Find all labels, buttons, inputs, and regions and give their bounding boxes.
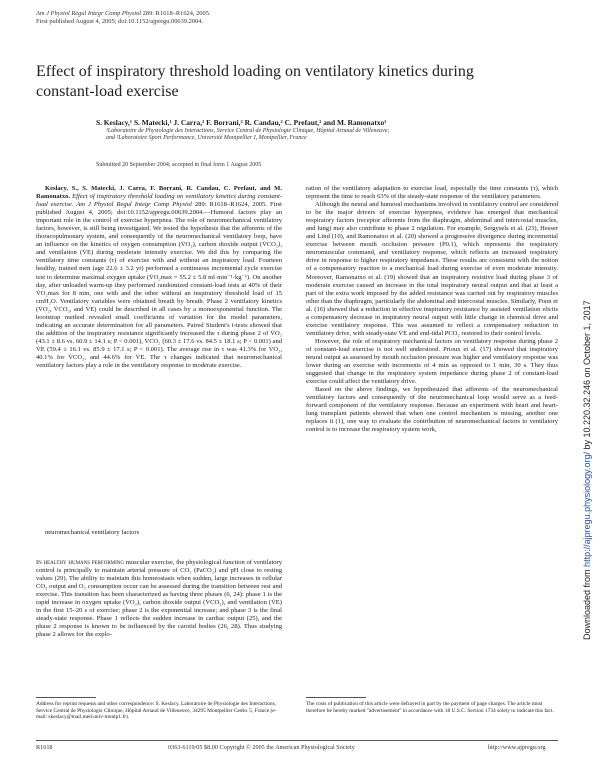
article-title: Effect of inspiratory threshold loading on ventilatory kinetics during constant-load exercise	[36, 63, 474, 100]
introduction	[36, 559, 282, 639]
journal-url[interactable]: http://www.ajpregu.org	[488, 744, 546, 751]
abstract-body: 289: R1618–R1624, 2005. First published August 4, 2005; doi:10.1152/ajpregu.00639.2004.—Humoral factors play an important role in the control of exercise hyperpnea. The role of neuromechanical ventilatory factors, however, is still being investigated. We tested the hypothesis that the afferents of the thoracopulmonary system, and consequently of the neuromechanical ventilatory loop, have an influence on the kinetics of oxygen consumption (V̇O₂), carbon dioxide output (V̇CO₂), and ventilation (V̇E) during moderate intensity exercise. We did this by comparing the ventilatory time constants (τ) of exercise with and without an inspiratory load. Fourteen healthy, trained men (age 22.6 ± 3.2 yr) performed a continuous incremental cycle exercise test to determine maximal oxygen uptake (V̇O₂max = 55.2 ± 5.8 ml·min⁻¹·kg⁻¹). On another day, after unloaded warm-up they performed randomized constant-load tests at 40% of their V̇O₂max for 8 min, one with and the other without an inspiratory threshold load of 15 cmH₂O. Ventilatory variables were obtained breath by breath. Phase 2 ventilatory kinetics (V̇O₂, V̇CO₂, and V̇E) could be described in all cases by a monoexponential function. The bootstrap method revealed small coefficients of variation for the model parameters, indicating an accurate determination for all parameters. Paired Student's t-tests showed that the addition of the inspiratory resistance significantly increased the τ during phase 2 of V̇O₂ (43.1 ± 8.6 vs. 60.9 ± 14.1 s; P < 0.001), V̇CO₂ (60.3 ± 17.6 vs. 84.5 ± 18.1 s; P < 0.001) and V̇E (59.4 ± 16.1 vs. 85.9 ± 17.1 s; P < 0.001). The average rise in τ was 41.3% for V̇O₂, 40.1% for V̇CO₂, and 44.6% for V̇E. The τ changes indicated that neuromechanical ventilatory factors play a role in the ventilatory response to moderate exercise.	[36, 201, 282, 370]
abstract	[36, 185, 282, 370]
paragraph: ration of the ventilatory adaptation to exercise load, especially the time constants (τ), which represent the time to reach 63% of the steady-state response of the ventilatory parameters.	[306, 185, 558, 201]
affiliation-2: and ²Laboratoire Sport Performance, Université Montpellier I, Montpellier, France	[106, 135, 307, 142]
sidebar-link[interactable]: http://ajpregu.physiology.org/	[582, 452, 592, 567]
intro-body: muscular exercise, the physiological function of ventilatory control is principally to maintain arterial pressure of CO₂ (PaCO₂) and pH close to resting values (29). The ability to maintain this homeostasis when sudden, large increases in cellular CO₂ output and O₂ consumption occur can be assessed during the transition between rest and exercise. This transition has been characterized as having three phases (6, 24): phase 1 is the rapid increase in oxygen uptake (V̇O₂), carbon dioxide output (V̇CO₂), and ventilation (V̇E) in the first 15–20 s of exercise; phase 2 is the exponential increase; and phase 3 is the final steady-state response. Phase 1 reflects the sudden increase in cardiac output (25), and the phase 2 response is known to be influenced by the carotid bodies (26, 28). Thus studying phase 2 allows for the explo-	[36, 559, 282, 639]
paragraph: However, the role of respiratory mechanical factors on ventilatory response during phase 2 of constant-load exercise is not well understood. Prioux et al. (17) showed that inspiratory neural output as assessed by mouth occlusion pressure was higher and ventilatory response was lower during an exercise with increments of 4 min as opposed to 1 min, 30 s. They thus suggested that change in the respiratory system impedance during phase 2 of constant-load exercise could affect the ventilatory drive.	[306, 337, 558, 386]
affiliations	[106, 128, 566, 143]
abstract-lead: Keslacy, S., S. Matecki, J. Carra, F. Borrani, R. Candau, C. Prefaut, and M. Ramonatxo.	[36, 185, 282, 201]
right-column	[306, 185, 558, 434]
sidebar-suffix: by 10.220.32.246 on October 1, 2017	[582, 300, 592, 453]
copyright: 0363-6119/05 $8.00 Copyright © 2005 the American Physiological Society	[168, 744, 355, 751]
published-line: First published August 4, 2005; doi:10.1152/ajpregu.00639.2004.	[36, 18, 203, 26]
journal-header	[36, 10, 211, 27]
journal-name: Am J Physiol Regul Integr Comp Physiol	[36, 10, 142, 17]
page-charges-footnote: The costs of publication of this article were defrayed in part by the payment of page charges. The article must therefore be hereby marked "advertisement" in accordance with 18 U.S.C. Section 1734 solely to indicate this fact.	[306, 701, 554, 714]
download-sidebar	[582, 300, 592, 640]
sidebar-prefix: Downloaded from	[582, 569, 592, 640]
author-list: S. Keslacy,¹ S. Matecki,¹ J. Carra,² F. Borrani,² R. Candau,² C. Prefaut,¹ and M. Ramonatxo¹	[96, 118, 387, 127]
correspondence-footnote: Address for reprint requests and other correspondence: S. Keslacy, Laboratoire de Physiologie des Interactions, Service Central de Physiologie Clinique, Hôpital Arnaud de Villeneuve, 34295 Montpellier Cedex 5, France (e-mail: skeslacy@mail.med.univ-montp1.fr).	[36, 701, 277, 721]
intro-lead: In healthy humans performing	[36, 559, 124, 566]
journal-citation: 289: R1618–R1624, 2005.	[141, 10, 211, 17]
paragraph: Although the neural and humoral mechanisms involved in ventilatory control are considered to be the major drivers of exercise hyperpnea, evidence has emerged that mechanical respiratory factors (receptor afferents from the diaphragm, abdominal and intercostal muscles, and lung) may also contribute to phase 2 regulation. For example, Sergysels et al. (23), Hesser and Lind (10), and Ramonatxo et al. (20) showed a progressive divergence during incremental exercise between mouth occlusion pressure (P0.1), which represents the respiratory neuromuscular command, and ventilatory response, which reflects an increased respiratory drive in response to higher respiratory impedance. These results are consistent with the notion of a compensatory reaction to a mechanical load during exercise of even moderate intensity. Moreover, Ramonatxo et al. (19) showed that an inspiratory resistive load during phase 3 of moderate exercise caused an increase in the total inspiratory neural output and that at least a part of the extra work imposed by the added resistance was carried out by respiratory muscles other than the diaphragm, particularly the abdominal and intercostal muscles. Similarly, Poon et al. (16) showed that a reduction in effective inspiratory resistance by assisted ventilation elicits a compensatory decrease in inspiratory neural output with little change in chemical drive and exercise ventilatory response. This was assumed to reflect a compensatory reduction in ventilatory drive, with steady-state V̇E and end-tidal PCO₂ restored to their control levels.	[306, 201, 558, 337]
abstract-citation: Effect of inspiratory threshold loading on ventilatory kinetics during constant-load exercise. Am J Physiol Regul Integr Comp Physiol	[36, 193, 283, 209]
affiliation-1: ¹Laboratoire de Physiologie des Interactions, Service Central de Physiologie Clinique, Hôpital Arnaud de Villeneuve;	[106, 128, 390, 134]
paragraph: Based on the above findings, we hypothesized that afferents of the neuromechanical ventilatory factors and consequently of the neuromechanical loop would serve as a feed-forward component of the ventilatory response. Because an experiment with heart and heart-lung transplant patients showed that when one control mechanism is missing, another one replaces it (1), one way to evaluate the contribution of neuromechanical factors to ventilatory control is to increase the respiratory system work,	[306, 386, 558, 434]
footnote-rule	[36, 697, 96, 698]
submission-dates: Submitted 20 September 2004; accepted in final form 1 August 2005	[96, 162, 262, 168]
footer-rule	[36, 740, 558, 741]
footnote-rule	[306, 697, 366, 698]
page-number: R1618	[36, 744, 53, 751]
keywords: neuromechanical ventilatory factors	[45, 529, 140, 536]
